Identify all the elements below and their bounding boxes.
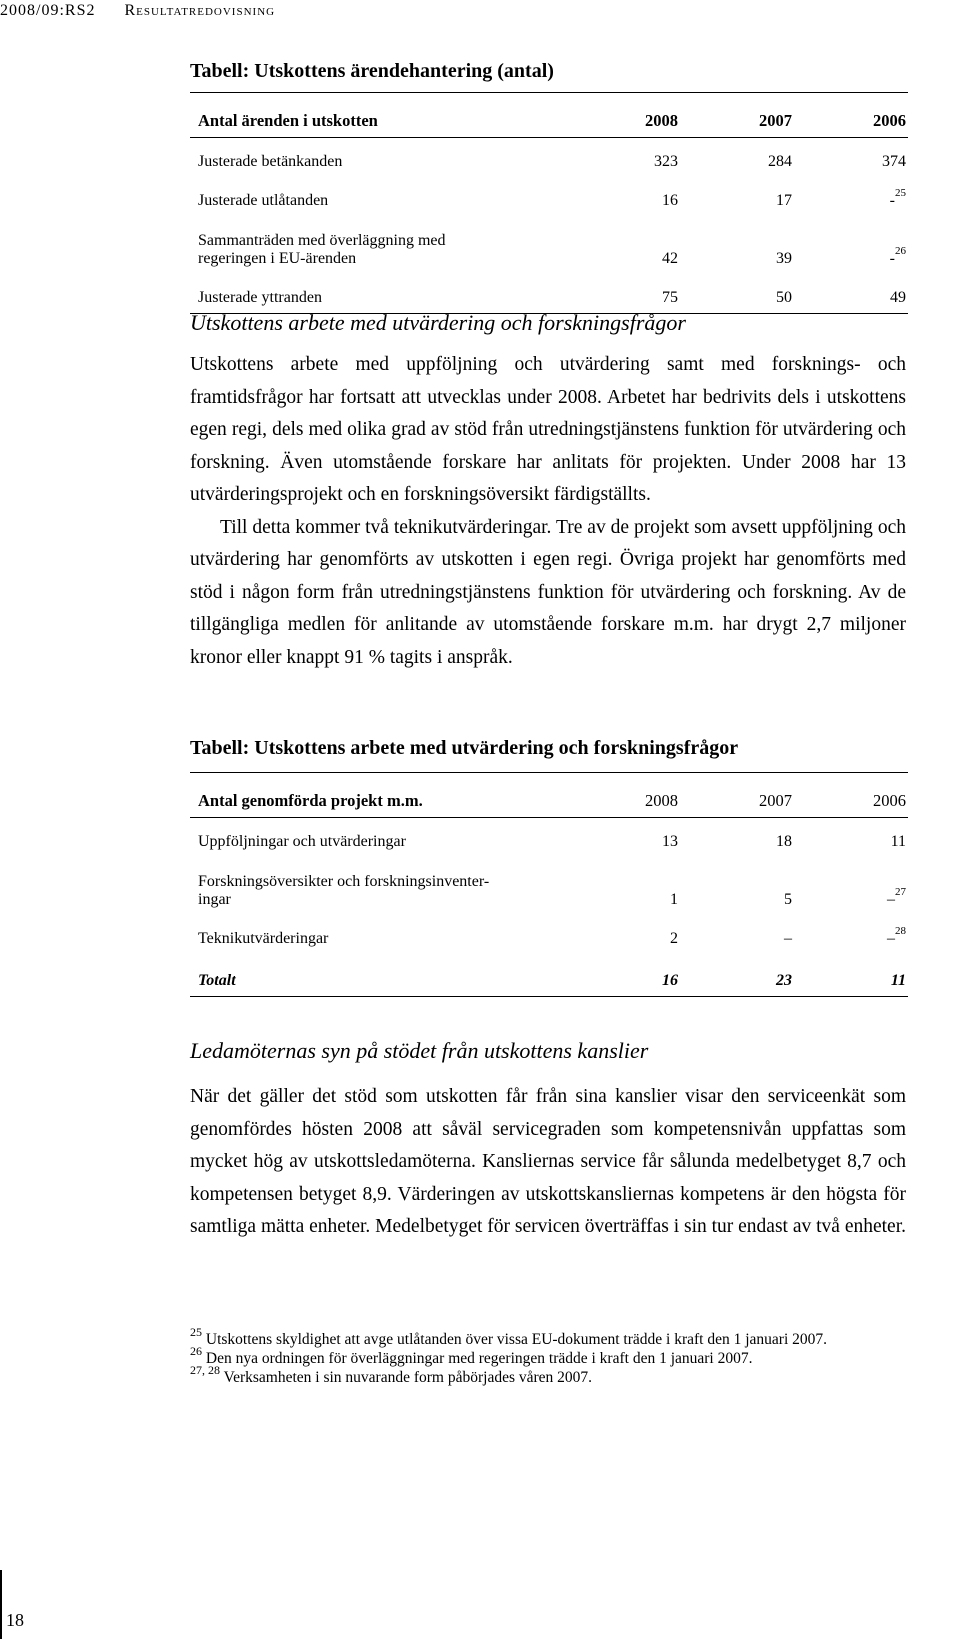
table2: [190, 772, 908, 997]
column-header: 2006: [794, 93, 908, 138]
table-row: [190, 915, 908, 954]
row-label: Justerade yttranden: [190, 274, 566, 314]
table-row: [190, 216, 908, 274]
table1: [190, 92, 908, 314]
footnote-text: Utskottens skyldighet att avge utlåtanden över vissa EU-dokument trädde i kraft den 1 januari 2007.: [205, 1331, 828, 1348]
table-row: [190, 274, 908, 314]
section-heading: Ledamöternas syn på stödet från utskottens kanslier: [190, 1038, 649, 1063]
row-label: Teknikutvärderingar: [198, 930, 329, 947]
footnote-ref: 28: [895, 925, 906, 937]
cell-value: 50: [680, 274, 794, 314]
table1-title: Tabell: Utskottens ärendehantering (antal): [190, 60, 554, 82]
row-label: Totalt: [190, 954, 566, 997]
dash: -: [889, 192, 895, 209]
cell-value: 5: [784, 891, 792, 908]
footnote: [190, 1363, 906, 1387]
cell-value: 16: [662, 192, 678, 209]
column-header: 2008: [566, 773, 680, 818]
table-total-row: [190, 954, 908, 997]
cell-value: 374: [882, 153, 906, 170]
table-header-row: [190, 93, 908, 138]
paragraph: Till detta kommer två teknikutvärderingar. Tre av de projekt som avsett uppföljning och utvärdering har genomförts av utskotten i egen regi. Övriga projekt har genomförts med stöd i någon form från utredningstjänstens funktion för utvärdering och forskning. Av de tillgängliga medlen för anlitande av utomstående forskare m.m. har drygt 2,7 miljoner kronor eller knappt 91 % tagits i anspråk.: [190, 516, 906, 668]
footnote-ref: 25: [895, 187, 906, 199]
body-text: [190, 349, 906, 674]
table-row: [190, 138, 908, 178]
cell-value: 23: [680, 954, 794, 997]
column-header: 2007: [680, 93, 794, 138]
cell-value: 49: [794, 274, 908, 314]
column-header: Antal ärenden i utskotten: [190, 93, 566, 138]
footnote-mark: 25: [190, 1325, 202, 1339]
footnote: [190, 1325, 906, 1349]
cell-value: 39: [776, 250, 792, 267]
footnote-text: Den nya ordningen för överläggningar med regeringen trädde i kraft den 1 januari 2007.: [205, 1350, 753, 1367]
row-label: [190, 216, 566, 274]
cell-value: [794, 216, 908, 274]
running-header: [0, 2, 275, 20]
table-row: [190, 177, 908, 216]
section-heading: Utskottens arbete med utvärdering och forskningsfrågor: [190, 310, 686, 335]
footnote-text: Verksamheten i sin nuvarande form påbörjades våren 2007.: [223, 1369, 593, 1386]
cell-value: 2: [670, 930, 678, 947]
row-label-line2: regeringen i EU-ärenden: [198, 250, 357, 267]
cell-value: 284: [768, 153, 792, 170]
cell-value: –: [784, 930, 792, 947]
row-label-line1: Sammanträden med överläggning med: [198, 232, 446, 249]
paragraph: När det gäller det stöd som utskotten får från sina kanslier visar den serviceenkät som genomfördes hösten 2008 att såväl servicegraden som kompetensnivån uppfattas som mycket hög av utskottsledamöterna. Kansliernas service får sålunda medelbetyget 8,7 och kompetensen betyget 8,9. Värderingen av utskottskansliernas kompetens är den högsta för samtliga mätta enheter. Medelbetyget för servicen överträffas i sin tur endast av två enheter.: [190, 1086, 906, 1237]
column-header: 2007: [680, 773, 794, 818]
row-label: Justerade utlåtanden: [198, 192, 329, 209]
section-title: Resultatredovisning: [124, 2, 276, 19]
table-header-row: [190, 773, 908, 818]
cell-value: 42: [662, 250, 678, 267]
cell-value: [794, 177, 908, 216]
footnote-ref: 27: [895, 886, 906, 898]
cell-value: 18: [776, 833, 792, 850]
cell-value: 17: [776, 192, 792, 209]
page-number: 18: [6, 1610, 24, 1630]
body-text: [190, 1081, 906, 1244]
cell-value: 13: [662, 833, 678, 850]
cell-value: 11: [794, 954, 908, 997]
row-label: [190, 857, 566, 915]
column-header: 2008: [566, 93, 680, 138]
footnote: [190, 1344, 906, 1368]
cell-value: 11: [890, 833, 906, 850]
footnote-mark: 26: [190, 1344, 202, 1358]
document-code: 2008/09:RS2: [0, 2, 96, 19]
margin-rule: [0, 1570, 2, 1639]
row-label: Uppföljningar och utvärderingar: [198, 833, 406, 850]
column-header: 2006: [794, 773, 908, 818]
dash: -: [889, 250, 895, 267]
footnotes: [190, 1325, 906, 1387]
table2-title: Tabell: Utskottens arbete med utvärdering och forskningsfrågor: [190, 737, 739, 759]
cell-value: [794, 857, 908, 915]
paragraph: Utskottens arbete med uppföljning och utvärdering samt med forsknings- och framtidsfrågor har fortsatt att utvecklas under 2008. Arbetet har bedrivits dels i utskottens egen regi, dels med olika grad av stöd från utredningstjänstens funktion för utvärdering och forskning. Även utomstående forskare har anlitats för projekten. Under 2008 har 13 utvärderingsprojekt och en forskningsöversikt färdigställts.: [190, 354, 906, 505]
cell-value: [794, 915, 908, 954]
footnote-mark: 27, 28: [190, 1363, 220, 1377]
cell-value: 1: [670, 891, 678, 908]
footnote-ref: 26: [895, 245, 906, 257]
column-header: Antal genomförda projekt m.m.: [190, 773, 566, 818]
table-row: [190, 857, 908, 915]
row-label-line2: ingar: [198, 891, 231, 908]
table-row: [190, 818, 908, 858]
cell-value: 323: [654, 153, 678, 170]
row-label: Justerade betänkanden: [198, 153, 343, 170]
dash: –: [887, 930, 895, 947]
dash: –: [887, 891, 895, 908]
cell-value: 16: [566, 954, 680, 997]
row-label-line1: Forskningsöversikter och forskningsinventer-: [198, 873, 490, 890]
cell-value: 75: [566, 274, 680, 314]
